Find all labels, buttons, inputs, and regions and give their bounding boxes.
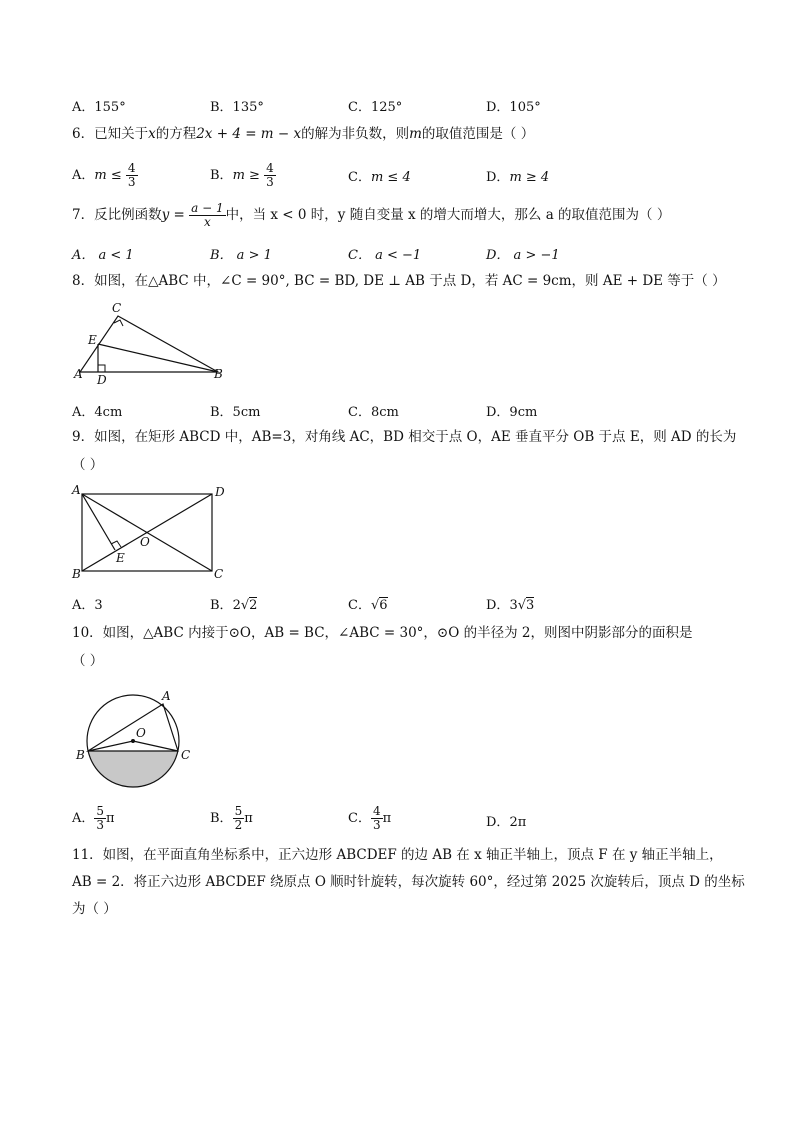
- q8-label-c: C: [112, 301, 122, 315]
- q6-options: [72, 158, 732, 190]
- q10-option-c[interactable]: [348, 805, 391, 832]
- q8-triangle-abc: [80, 316, 218, 372]
- q9-label-c: C: [214, 567, 224, 581]
- q6-option-c[interactable]: [348, 166, 411, 185]
- q11-stem-line2: AB = 2．将正六边形 ABCDEF 绕原点 O 顺时针旋转，每次旋转 60°，经过第 2025 次旋转后，顶点 D 的坐标: [72, 874, 745, 890]
- q10-label-o: O: [136, 726, 146, 740]
- q7-prefix: 7．反比例函数: [72, 207, 162, 223]
- q8-label-a: A: [74, 367, 83, 381]
- q9-option-b-radicand: 2: [249, 598, 258, 613]
- q6-prefix: 6．已知关于: [72, 126, 149, 142]
- q7-option-d[interactable]: D． a > −1: [486, 248, 560, 263]
- q9-option-c-label: C．: [348, 598, 371, 613]
- q7-frac: [189, 202, 225, 229]
- q10-option-c-num: 4: [372, 804, 381, 818]
- q10-option-b[interactable]: [210, 805, 253, 832]
- q8-label-e: E: [88, 333, 97, 347]
- q10-option-d-label: D．: [486, 815, 510, 830]
- q10-option-a-label: A．: [72, 811, 95, 826]
- q10-shaded-segment: [88, 751, 178, 787]
- q9-label-e: E: [116, 551, 125, 565]
- q9-stem-line1: 9．如图，在矩形 ABCD 中，AB=3，对角线 AC，BD 相交于点 O，AE 垂直平分 OB 于点 E，则 AD 的长为: [72, 429, 737, 445]
- q10-option-a-den: 3: [96, 818, 105, 832]
- q9-option-b-coef: 2: [232, 598, 241, 613]
- q9-option-a-text: 3: [94, 598, 103, 613]
- q9-label-d: D: [215, 485, 225, 499]
- q8-label-d: D: [97, 373, 107, 387]
- q10-label-a: A: [162, 689, 171, 703]
- q5-option-a[interactable]: A．155°: [72, 100, 126, 115]
- q9-options: [72, 594, 732, 614]
- q6-option-c-text: m ≤ 4: [370, 170, 411, 185]
- q9-option-d-label: D．: [486, 598, 510, 613]
- q10-label-c: C: [181, 748, 191, 762]
- q10-option-a[interactable]: [72, 805, 115, 832]
- q6-option-a[interactable]: [72, 162, 138, 189]
- q9-option-b[interactable]: [210, 594, 257, 613]
- q7-yeq: y =: [161, 207, 185, 223]
- q6-option-b-den: 3: [266, 175, 274, 189]
- q9-option-c-radicand: 6: [379, 598, 388, 613]
- q8-stem: 8．如图，在△ABC 中，∠C = 90°, BC = BD, DE ⊥ AB 于点 D，若 AC = 9cm，则 AE + DE 等于（ ）: [72, 273, 726, 289]
- q10-option-b-label: B．: [210, 811, 233, 826]
- q8-figure: [70, 298, 240, 390]
- q6-suffix: 的取值范围是（ ）: [421, 126, 535, 142]
- q8-option-a[interactable]: A．4cm: [72, 405, 123, 420]
- q8-options: [72, 401, 732, 421]
- q9-option-a-label: A．: [72, 598, 95, 613]
- q8-option-c[interactable]: C．8cm: [348, 405, 399, 420]
- q9-label-a: A: [72, 483, 81, 497]
- q9-option-c[interactable]: [348, 594, 388, 613]
- q8-segment-eb: [98, 344, 218, 372]
- q10-radius-ob: [88, 741, 133, 751]
- q7-frac-num: a − 1: [191, 201, 224, 215]
- q7-option-b[interactable]: B． a > 1: [210, 248, 272, 263]
- q6-var: x: [148, 126, 156, 142]
- q6-option-d[interactable]: [486, 166, 549, 185]
- q11-stem-line3: 为（ ）: [72, 901, 117, 917]
- q6-option-a-num: 4: [127, 161, 136, 175]
- q9-label-b: B: [72, 567, 81, 581]
- q10-option-d-text: 2π: [509, 815, 527, 830]
- q7-frac-den: x: [203, 215, 211, 229]
- q9-figure: [70, 482, 240, 582]
- q10-stem-line2: （ ）: [72, 653, 104, 669]
- q6-stem: [72, 125, 534, 143]
- q9-option-c-radical: √: [370, 598, 380, 613]
- q10-triangle-abc: [88, 704, 178, 751]
- q6-option-d-text: m ≥ 4: [509, 170, 550, 185]
- q7-option-c[interactable]: C． a < −1: [348, 248, 422, 263]
- q6-equation: 2x + 4 = m − x: [196, 126, 302, 142]
- q10-option-c-den: 3: [372, 818, 381, 832]
- q9-option-a[interactable]: [72, 594, 103, 613]
- q10-stem-line1: 10．如图，△ABC 内接于⊙O，AB = BC，∠ABC = 30°，⊙O 的半径为 2，则图中阴影部分的面积是: [72, 625, 693, 641]
- q6-option-b-label: B．: [210, 168, 233, 183]
- q8-option-b[interactable]: B．5cm: [210, 405, 261, 420]
- q9-option-b-label: B．: [210, 598, 233, 613]
- q6-option-c-label: C．: [348, 170, 371, 185]
- q8-right-angle-d: [98, 365, 105, 372]
- q6-mid1: 的方程: [155, 126, 197, 142]
- q6-option-b-lhs: m ≥: [232, 168, 260, 183]
- q9-segment-ae: [82, 494, 115, 550]
- q11-stem-line1: 11．如图，在平面直角坐标系中，正六边形 ABCDEF 的边 AB 在 x 轴正半轴上，顶点 F 在 y 轴正半轴上，: [72, 847, 723, 863]
- q5-options: [72, 96, 732, 116]
- q9-label-o: O: [140, 535, 150, 549]
- q9-option-d-radicand: 3: [526, 598, 535, 613]
- q5-option-d[interactable]: D．105°: [486, 100, 541, 115]
- q10-option-a-num: 5: [96, 804, 105, 818]
- q6-mid2: 的解为非负数，则: [301, 126, 410, 142]
- q10-option-b-num: 5: [234, 804, 243, 818]
- q10-option-b-frac: [233, 805, 245, 832]
- q7-stem: [72, 202, 670, 229]
- q6-option-a-lhs: m ≤: [94, 168, 122, 183]
- q10-option-c-pi: π: [382, 811, 392, 826]
- q7-option-a[interactable]: A． a < 1: [72, 248, 134, 263]
- q9-option-d-radical: √: [517, 598, 527, 613]
- q5-option-b[interactable]: B．135°: [210, 100, 264, 115]
- q10-label-b: B: [76, 748, 85, 762]
- q6-option-a-frac: [126, 162, 138, 189]
- q6-option-d-label: D．: [486, 170, 510, 185]
- q10-option-c-frac: [371, 805, 383, 832]
- q10-option-a-frac: [94, 805, 106, 832]
- q10-option-b-pi: π: [244, 811, 253, 826]
- q5-option-c[interactable]: C．125°: [348, 100, 403, 115]
- q10-option-d[interactable]: [486, 811, 526, 830]
- q10-center-dot: [131, 739, 135, 743]
- q10-option-c-label: C．: [348, 811, 371, 826]
- q10-option-a-pi: π: [106, 811, 115, 826]
- q10-figure: [70, 684, 200, 792]
- q6-m: m: [409, 126, 422, 142]
- q6-option-b[interactable]: [210, 162, 276, 189]
- q10-option-b-den: 2: [234, 818, 243, 832]
- q9-option-b-radical: √: [240, 598, 250, 613]
- q6-option-a-den: 3: [127, 175, 136, 189]
- q10-options: [72, 805, 732, 837]
- q7-mid: 中，当 x < 0 时，y 随自变量 x 的增大而增大，那么 a 的取值范围为（ ）: [225, 207, 671, 223]
- q6-option-a-label: A．: [72, 168, 95, 183]
- q8-label-b: B: [214, 367, 223, 381]
- q6-option-b-num: 4: [266, 161, 274, 175]
- q7-options: [72, 244, 732, 264]
- q10-radius-oc: [133, 741, 178, 751]
- q9-stem-line2: （ ）: [72, 457, 104, 473]
- q9-option-d[interactable]: [486, 594, 534, 613]
- q6-option-b-frac: [264, 162, 276, 189]
- q8-option-d[interactable]: D．9cm: [486, 405, 538, 420]
- q9-option-d-coef: 3: [509, 598, 518, 613]
